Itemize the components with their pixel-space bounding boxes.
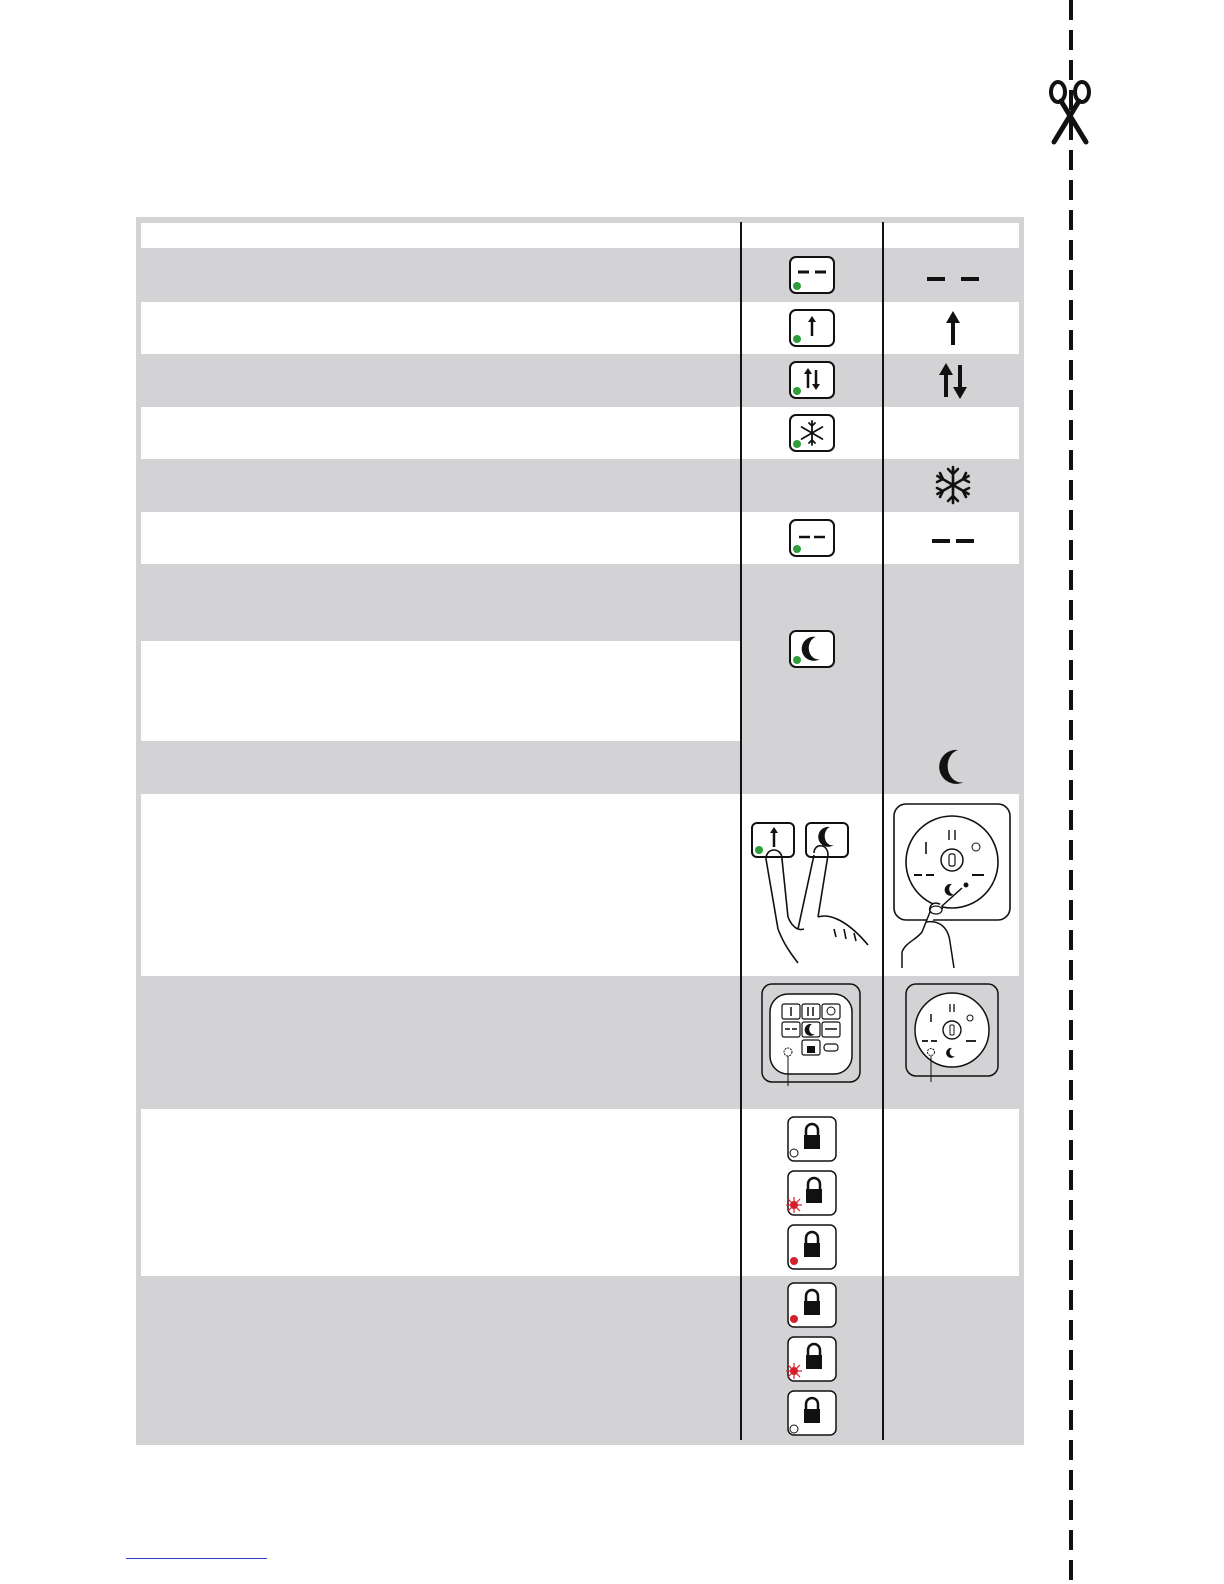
scissors-icon xyxy=(1046,78,1094,146)
column-divider-a xyxy=(740,222,742,1440)
column-divider-b xyxy=(882,222,884,1440)
table-row-moon-a1 xyxy=(141,565,1019,640)
arrows-updown-symbol-icon xyxy=(935,361,971,401)
arrow-up-symbol-icon xyxy=(938,309,968,349)
lock-button-sequence-off xyxy=(784,1281,840,1441)
arrows-updown-button-icon xyxy=(788,360,838,402)
table-row-panels xyxy=(141,976,1019,1109)
table-row-off xyxy=(141,249,1019,301)
table-row-up xyxy=(141,302,1019,354)
keypad-panel-illustration xyxy=(760,982,864,1086)
dashes-button-icon xyxy=(788,255,838,297)
table-row-moon-b xyxy=(141,742,1019,794)
table-header-row xyxy=(141,223,1019,248)
table-row-lock-off xyxy=(141,1276,1019,1440)
table-row-updown xyxy=(141,354,1019,406)
table-row-dash xyxy=(141,512,1019,564)
table-row-moon-a2 xyxy=(141,641,741,741)
arrow-up-button-icon xyxy=(788,308,838,350)
table-row-snow-a xyxy=(141,407,1019,459)
dash-symbol-icon xyxy=(930,531,976,551)
two-finger-press-illustration xyxy=(748,817,874,967)
dial-panel-illustration xyxy=(904,982,1000,1082)
moon-symbol-icon xyxy=(936,747,970,787)
table-row-combo xyxy=(141,794,1019,976)
lock-button-sequence-on xyxy=(784,1115,840,1275)
snowflake-symbol-icon xyxy=(933,465,973,505)
cut-line xyxy=(1069,0,1073,1584)
dial-pin-press-illustration xyxy=(892,802,1012,968)
snowflake-button-icon xyxy=(788,413,838,455)
footer-link-underline xyxy=(126,1558,267,1559)
table-row-snow-b xyxy=(141,459,1019,511)
table-row-lock-on xyxy=(141,1109,1019,1276)
instruction-table xyxy=(136,217,1024,1445)
moon-button-icon xyxy=(788,629,838,671)
dashes-symbol-icon xyxy=(923,265,983,287)
dash-button-icon xyxy=(788,518,838,560)
